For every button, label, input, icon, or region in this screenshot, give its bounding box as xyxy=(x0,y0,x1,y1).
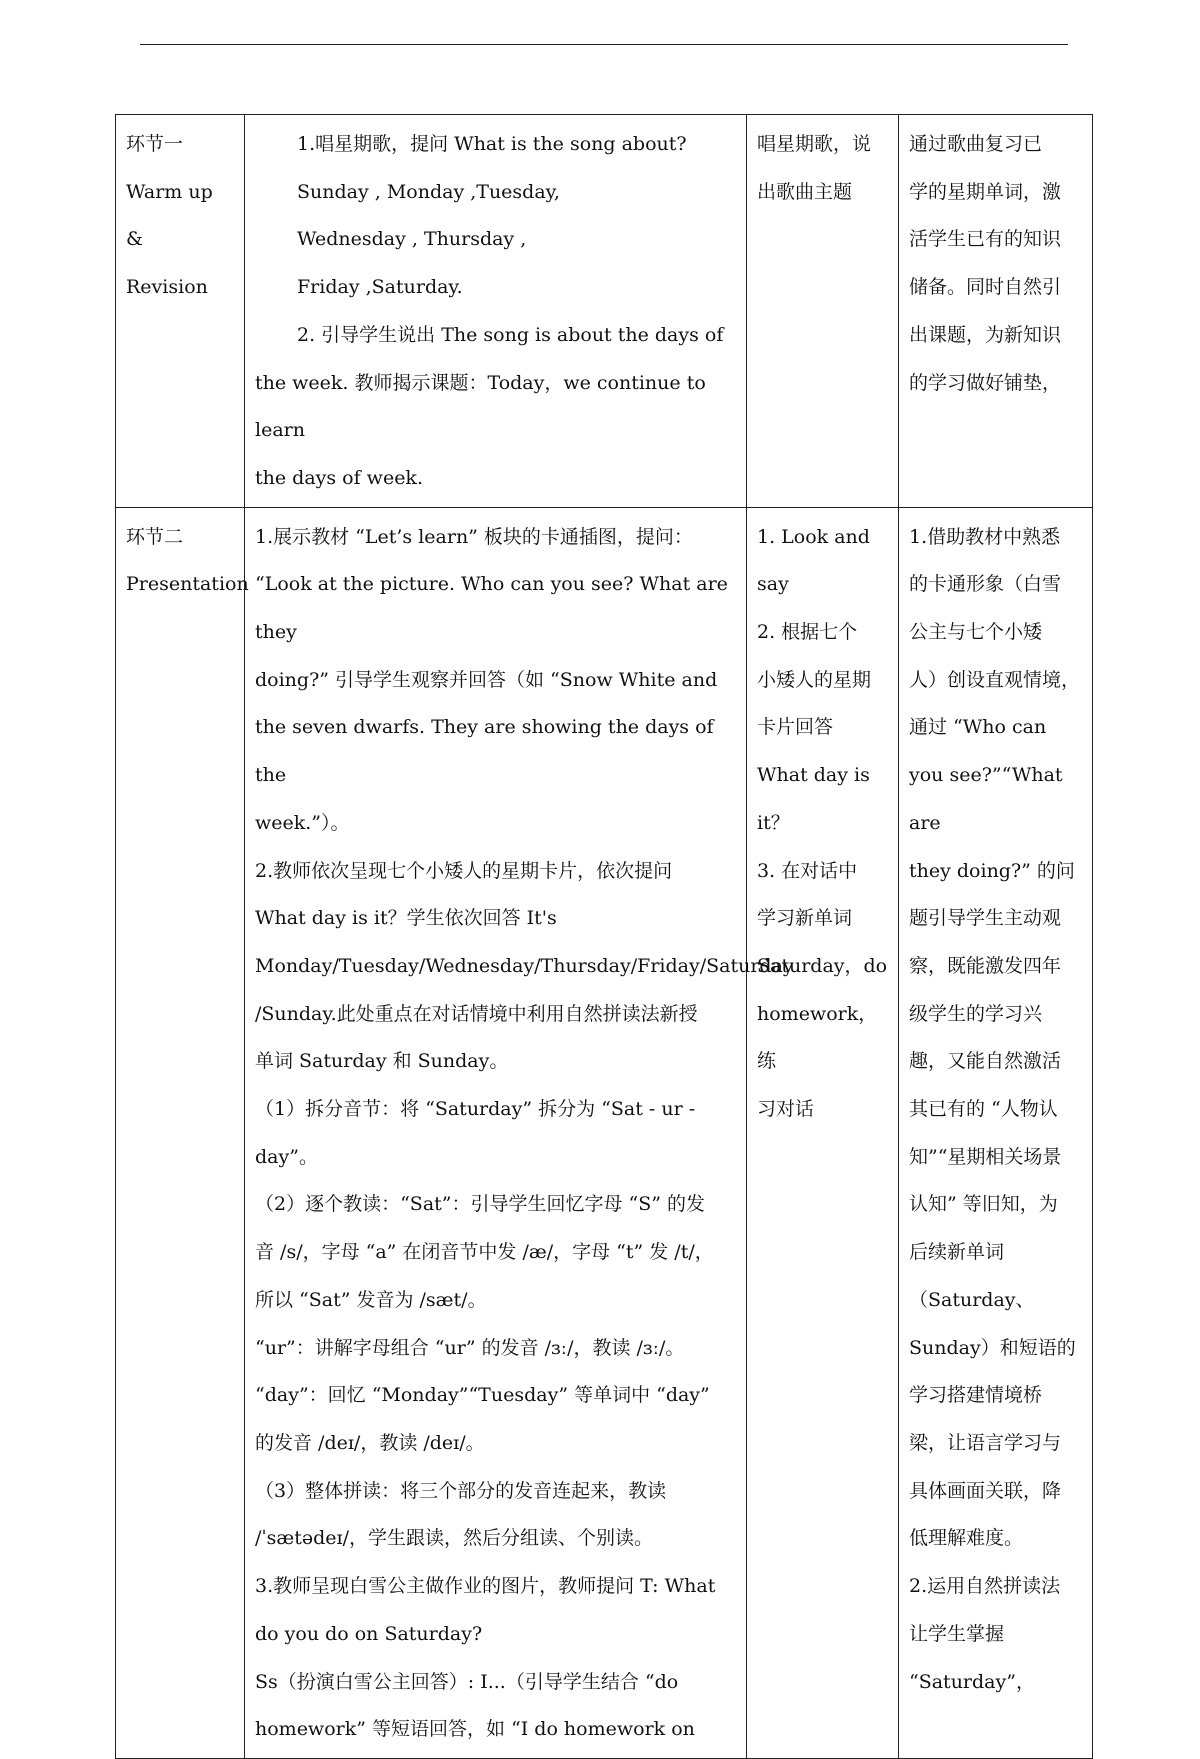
student-line: 2. 根据七个 xyxy=(757,621,858,644)
intent-line: 通过 “Who can xyxy=(909,716,1047,739)
intent-line: 题引导学生主动观 xyxy=(909,907,1062,930)
stage-label: 环节二 xyxy=(126,525,184,548)
process-line: 1.唱星期歌，提问 What is the song about? xyxy=(297,133,687,155)
process-line: the week. 教师揭示课题：Today，we continue to learn xyxy=(255,371,706,442)
process-line: 2.教师依次呈现七个小矮人的星期卡片，依次提问 xyxy=(255,859,673,882)
student-line: 1. Look and xyxy=(757,525,870,548)
student-activity-cell xyxy=(747,115,899,508)
process-line: doing?” 引导学生观察并回答（如 “Snow White and xyxy=(255,668,718,691)
process-line: Wednesday , Thursday , xyxy=(297,228,527,251)
process-line: do you do on Saturday? xyxy=(255,1622,483,1645)
stage-label: 环节一 xyxy=(126,133,184,155)
design-intent-cell xyxy=(899,115,1093,508)
intent-line: 的学习做好铺垫， xyxy=(909,371,1062,394)
process-line: （3）整体拼读：将三个部分的发音连起来，教读 xyxy=(255,1479,667,1502)
intent-line: 2.运用自然拼读法 xyxy=(909,1575,1061,1598)
intent-line: “Saturday”， xyxy=(909,1670,1035,1693)
table-row-warmup xyxy=(116,115,1093,508)
process-line: week.”）。 xyxy=(255,811,350,834)
process-line: /Sunday.此处重点在对话情境中利用自然拼读法新授 xyxy=(255,1002,698,1025)
intent-line: Sunday）和短语的 xyxy=(909,1336,1076,1359)
student-line: What day is xyxy=(757,764,870,787)
intent-line: 让学生掌握 xyxy=(909,1622,1005,1645)
intent-line: 公主与七个小矮 xyxy=(909,621,1043,644)
intent-line: 知”“星期相关场景 xyxy=(909,1145,1062,1168)
student-activity-cell xyxy=(747,507,899,1758)
process-line: 单词 Saturday 和 Sunday。 xyxy=(255,1050,509,1073)
process-line: the days of week. xyxy=(255,466,423,489)
intent-line: 学的星期单词，激 xyxy=(909,180,1062,203)
process-line: homework” 等短语回答，如 “I do homework on xyxy=(255,1718,695,1741)
intent-line: 的卡通形象（白雪 xyxy=(909,573,1062,596)
stage-label: Presentation xyxy=(126,573,249,596)
intent-line: 活学生已有的知识 xyxy=(909,228,1062,251)
intent-line: 出课题，为新知识 xyxy=(909,323,1062,346)
process-line: 的发音 /deɪ/，教读 /deɪ/。 xyxy=(255,1431,485,1454)
process-line: “ur”：讲解字母组合 “ur” 的发音 /ɜː/，教读 /ɜː/。 xyxy=(255,1336,685,1359)
intent-line: 后续新单词 xyxy=(909,1241,1005,1264)
process-line: 3.教师呈现白雪公主做作业的图片，教师提问 T: What xyxy=(255,1575,716,1598)
student-line: it？ xyxy=(757,811,790,834)
intent-line: they doing?” 的问 xyxy=(909,859,1075,882)
intent-line: 储备。同时自然引 xyxy=(909,276,1062,299)
intent-line: 认知” 等旧知，为 xyxy=(909,1193,1058,1216)
stage-cell xyxy=(116,507,249,1758)
intent-line: 其已有的 “人物认 xyxy=(909,1098,1058,1121)
stage-cell xyxy=(116,115,245,508)
student-line: 唱星期歌，说 xyxy=(757,133,872,155)
intent-line: 察，既能激发四年 xyxy=(909,954,1062,977)
process-line: “day”：回忆 “Monday”“Tuesday” 等单词中 “day” xyxy=(255,1384,710,1407)
process-line: day”。 xyxy=(255,1145,318,1168)
process-line: （1）拆分音节：将 “Saturday” 拆分为 “Sat - ur - xyxy=(255,1098,696,1121)
intent-line: 级学生的学习兴 xyxy=(909,1002,1043,1025)
student-line: 习对话 xyxy=(757,1098,815,1121)
process-line: “Look at the picture. Who can you see? What are they xyxy=(255,573,728,644)
student-line: 3. 在对话中 xyxy=(757,859,858,882)
header-rule xyxy=(140,44,1068,45)
process-line: 所以 “Sat” 发音为 /sæt/。 xyxy=(255,1288,487,1311)
intent-line: 趣，又能自然激活 xyxy=(909,1050,1062,1073)
intent-line: 人）创设直观情境， xyxy=(909,668,1081,691)
intent-line: 具体画面关联，降 xyxy=(909,1479,1062,1502)
table-row-presentation xyxy=(116,507,1093,1758)
process-line: 1.展示教材 “Let’s learn” 板块的卡通插图，提问： xyxy=(255,525,693,548)
stage-label: Warm up & xyxy=(126,180,213,251)
student-line: Saturday，do xyxy=(757,954,888,977)
student-line: say xyxy=(757,573,789,596)
intent-line: （Saturday、 xyxy=(909,1288,1035,1311)
process-line: 2. 引导学生说出 The song is about the days of xyxy=(297,323,724,346)
student-line: homework，练 xyxy=(757,1002,878,1073)
process-line: （2）逐个教读：“Sat”：引导学生回忆字母 “S” 的发 xyxy=(255,1193,706,1216)
process-line: Monday/Tuesday/Wednesday/Thursday/Friday/Saturday xyxy=(255,954,794,977)
process-line: Sunday , Monday ,Tuesday, xyxy=(297,180,560,203)
intent-line: you see?”“What are xyxy=(909,764,1063,834)
student-line: 出歌曲主题 xyxy=(757,180,853,203)
teaching-process-cell xyxy=(245,115,747,508)
student-line: 小矮人的星期 xyxy=(757,668,872,691)
process-line: /ˈsætədeɪ/，学生跟读，然后分组读、个别读。 xyxy=(255,1527,653,1550)
intent-line: 学习搭建情境桥 xyxy=(909,1384,1043,1407)
intent-line: 梁，让语言学习与 xyxy=(909,1431,1062,1454)
stage-label: Revision xyxy=(126,276,208,299)
process-line: What day is it？学生依次回答 It's xyxy=(255,907,557,930)
lesson-plan-table xyxy=(115,114,1093,1759)
intent-line: 通过歌曲复习已 xyxy=(909,133,1043,155)
process-line: the seven dwarfs. They are showing the days of the xyxy=(255,716,714,787)
student-line: 卡片回答 xyxy=(757,716,834,739)
intent-line: 低理解难度。 xyxy=(909,1527,1024,1550)
process-line: Ss（扮演白雪公主回答）: I...（引导学生结合 “do xyxy=(255,1670,679,1693)
intent-line: 1.借助教材中熟悉 xyxy=(909,525,1061,548)
student-line: 学习新单词 xyxy=(757,907,853,930)
process-line: Friday ,Saturday. xyxy=(297,276,463,299)
design-intent-cell xyxy=(899,507,1093,1758)
process-line: 音 /s/，字母 “a” 在闭音节中发 /æ/，字母 “t” 发 /t/， xyxy=(255,1241,714,1264)
